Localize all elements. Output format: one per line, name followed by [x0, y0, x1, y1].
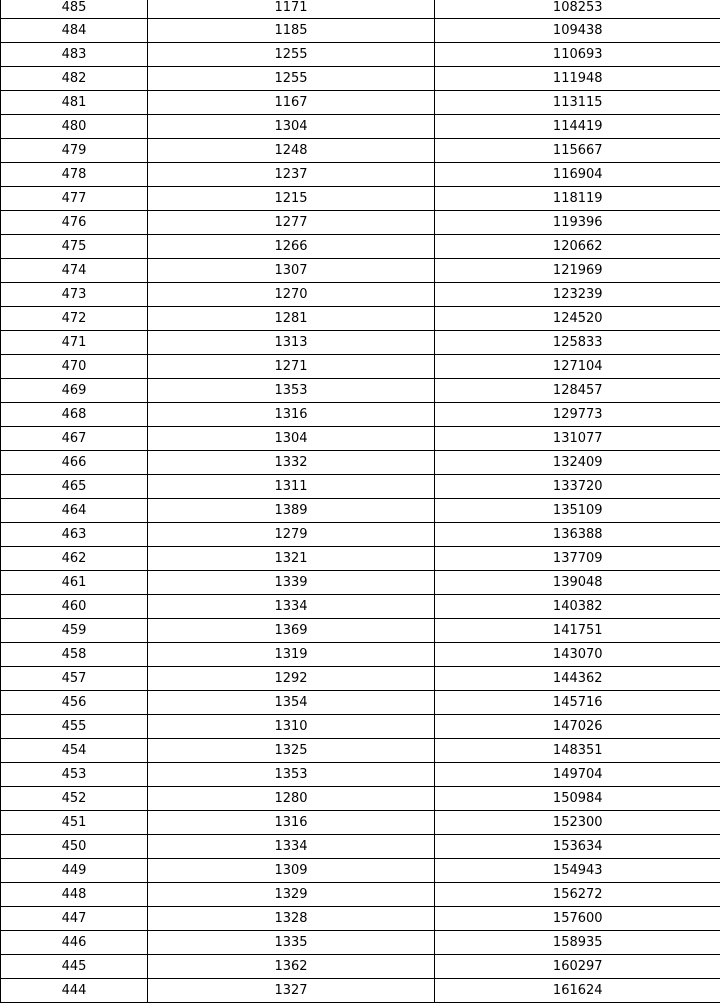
- score-cell: 453: [1, 763, 148, 787]
- cumulative-cell: 128457: [435, 379, 720, 403]
- cumulative-cell: 114419: [435, 115, 720, 139]
- count-cell: 1389: [148, 499, 435, 523]
- count-cell: 1266: [148, 235, 435, 259]
- score-cell: 456: [1, 691, 148, 715]
- score-cell: 481: [1, 91, 148, 115]
- score-cell: 478: [1, 163, 148, 187]
- table-row: [1, 355, 720, 379]
- score-cell: 465: [1, 475, 148, 499]
- count-cell: 1321: [148, 547, 435, 571]
- score-cell: 475: [1, 235, 148, 259]
- table-row: [1, 547, 720, 571]
- count-cell: 1215: [148, 187, 435, 211]
- cumulative-cell: 139048: [435, 571, 720, 595]
- cumulative-cell: 154943: [435, 859, 720, 883]
- count-cell: 1255: [148, 67, 435, 91]
- table-row: [1, 715, 720, 739]
- score-cell: 455: [1, 715, 148, 739]
- table-row: [1, 811, 720, 835]
- count-cell: 1362: [148, 955, 435, 979]
- count-cell: 1354: [148, 691, 435, 715]
- cumulative-cell: 157600: [435, 907, 720, 931]
- count-cell: 1335: [148, 931, 435, 955]
- score-cell: 470: [1, 355, 148, 379]
- table-row: [1, 0, 720, 19]
- table-row: [1, 235, 720, 259]
- cumulative-cell: 145716: [435, 691, 720, 715]
- score-cell: 479: [1, 139, 148, 163]
- table-row: [1, 907, 720, 931]
- cumulative-cell: 137709: [435, 547, 720, 571]
- table-row: [1, 331, 720, 355]
- table-row: [1, 859, 720, 883]
- cumulative-cell: 116904: [435, 163, 720, 187]
- count-cell: 1339: [148, 571, 435, 595]
- count-cell: 1332: [148, 451, 435, 475]
- cumulative-cell: 119396: [435, 211, 720, 235]
- count-cell: 1329: [148, 883, 435, 907]
- table-row: [1, 211, 720, 235]
- cumulative-cell: 121969: [435, 259, 720, 283]
- score-cell: 477: [1, 187, 148, 211]
- count-cell: 1280: [148, 787, 435, 811]
- cumulative-cell: 133720: [435, 475, 720, 499]
- score-cell: 462: [1, 547, 148, 571]
- score-cell: 483: [1, 43, 148, 67]
- table-row: [1, 307, 720, 331]
- table-row: [1, 91, 720, 115]
- count-cell: 1353: [148, 763, 435, 787]
- count-cell: 1309: [148, 859, 435, 883]
- cumulative-cell: 141751: [435, 619, 720, 643]
- table-row: [1, 523, 720, 547]
- table-row: [1, 19, 720, 43]
- score-cell: 448: [1, 883, 148, 907]
- cumulative-cell: 153634: [435, 835, 720, 859]
- score-cell: 445: [1, 955, 148, 979]
- count-cell: 1248: [148, 139, 435, 163]
- score-cell: 467: [1, 427, 148, 451]
- cumulative-cell: 144362: [435, 667, 720, 691]
- score-cell: 450: [1, 835, 148, 859]
- score-cell: 449: [1, 859, 148, 883]
- score-cell: 454: [1, 739, 148, 763]
- cumulative-cell: 150984: [435, 787, 720, 811]
- cumulative-cell: 124520: [435, 307, 720, 331]
- count-cell: 1292: [148, 667, 435, 691]
- count-cell: 1353: [148, 379, 435, 403]
- count-cell: 1316: [148, 811, 435, 835]
- table-row: [1, 787, 720, 811]
- count-cell: 1334: [148, 835, 435, 859]
- count-cell: 1369: [148, 619, 435, 643]
- score-cell: 451: [1, 811, 148, 835]
- table-row: [1, 763, 720, 787]
- count-cell: 1313: [148, 331, 435, 355]
- cumulative-cell: 149704: [435, 763, 720, 787]
- table-row: [1, 379, 720, 403]
- score-cell: 482: [1, 67, 148, 91]
- count-cell: 1171: [148, 0, 435, 19]
- count-cell: 1255: [148, 43, 435, 67]
- table-row: [1, 43, 720, 67]
- cumulative-cell: 161624: [435, 979, 720, 1003]
- count-cell: 1237: [148, 163, 435, 187]
- score-cell: 474: [1, 259, 148, 283]
- cumulative-cell: 160297: [435, 955, 720, 979]
- cumulative-cell: 110693: [435, 43, 720, 67]
- count-cell: 1271: [148, 355, 435, 379]
- score-cell: 446: [1, 931, 148, 955]
- cumulative-cell: 158935: [435, 931, 720, 955]
- cumulative-cell: 147026: [435, 715, 720, 739]
- count-cell: 1281: [148, 307, 435, 331]
- cumulative-cell: 156272: [435, 883, 720, 907]
- count-cell: 1307: [148, 259, 435, 283]
- count-cell: 1319: [148, 643, 435, 667]
- cumulative-cell: 123239: [435, 283, 720, 307]
- table-row: [1, 67, 720, 91]
- table-row: [1, 499, 720, 523]
- cumulative-cell: 135109: [435, 499, 720, 523]
- table-row: [1, 643, 720, 667]
- count-cell: 1279: [148, 523, 435, 547]
- score-cell: 476: [1, 211, 148, 235]
- count-cell: 1311: [148, 475, 435, 499]
- count-cell: 1270: [148, 283, 435, 307]
- count-cell: 1310: [148, 715, 435, 739]
- cumulative-cell: 131077: [435, 427, 720, 451]
- score-cell: 484: [1, 19, 148, 43]
- cumulative-cell: 108253: [435, 0, 720, 19]
- score-cell: 458: [1, 643, 148, 667]
- table-row: [1, 115, 720, 139]
- cumulative-cell: 118119: [435, 187, 720, 211]
- table-row: [1, 451, 720, 475]
- table-row: [1, 139, 720, 163]
- table-row: [1, 835, 720, 859]
- table-row: [1, 475, 720, 499]
- table-row: [1, 427, 720, 451]
- score-cell: 460: [1, 595, 148, 619]
- table-row: [1, 259, 720, 283]
- cumulative-cell: 132409: [435, 451, 720, 475]
- count-cell: 1304: [148, 427, 435, 451]
- count-cell: 1185: [148, 19, 435, 43]
- count-cell: 1327: [148, 979, 435, 1003]
- table-body: [1, 0, 720, 1003]
- table-row: [1, 619, 720, 643]
- cumulative-cell: 143070: [435, 643, 720, 667]
- count-cell: 1304: [148, 115, 435, 139]
- cumulative-cell: 109438: [435, 19, 720, 43]
- count-cell: 1334: [148, 595, 435, 619]
- score-cell: 457: [1, 667, 148, 691]
- score-cell: 469: [1, 379, 148, 403]
- score-cell: 464: [1, 499, 148, 523]
- table-row: [1, 931, 720, 955]
- table-row: [1, 667, 720, 691]
- score-cell: 452: [1, 787, 148, 811]
- cumulative-cell: 111948: [435, 67, 720, 91]
- table-row: [1, 979, 720, 1003]
- count-cell: 1167: [148, 91, 435, 115]
- count-cell: 1325: [148, 739, 435, 763]
- score-cell: 473: [1, 283, 148, 307]
- cumulative-cell: 120662: [435, 235, 720, 259]
- score-cell: 468: [1, 403, 148, 427]
- count-cell: 1328: [148, 907, 435, 931]
- table-row: [1, 883, 720, 907]
- score-cell: 471: [1, 331, 148, 355]
- table-row: [1, 163, 720, 187]
- score-cell: 444: [1, 979, 148, 1003]
- score-cell: 447: [1, 907, 148, 931]
- table-row: [1, 187, 720, 211]
- cumulative-cell: 127104: [435, 355, 720, 379]
- cumulative-cell: 152300: [435, 811, 720, 835]
- score-cell: 461: [1, 571, 148, 595]
- table-row: [1, 595, 720, 619]
- score-cell: 463: [1, 523, 148, 547]
- cumulative-cell: 125833: [435, 331, 720, 355]
- cumulative-cell: 148351: [435, 739, 720, 763]
- table-row: [1, 955, 720, 979]
- score-cell: 480: [1, 115, 148, 139]
- cumulative-cell: 115667: [435, 139, 720, 163]
- count-cell: 1316: [148, 403, 435, 427]
- cumulative-cell: 113115: [435, 91, 720, 115]
- cumulative-cell: 140382: [435, 595, 720, 619]
- score-cell: 459: [1, 619, 148, 643]
- cumulative-cell: 129773: [435, 403, 720, 427]
- table-row: [1, 691, 720, 715]
- count-cell: 1277: [148, 211, 435, 235]
- score-cell: 466: [1, 451, 148, 475]
- table-row: [1, 739, 720, 763]
- score-cell: 485: [1, 0, 148, 19]
- table-row: [1, 283, 720, 307]
- table-row: [1, 571, 720, 595]
- score-cell: 472: [1, 307, 148, 331]
- table-row: [1, 403, 720, 427]
- cumulative-cell: 136388: [435, 523, 720, 547]
